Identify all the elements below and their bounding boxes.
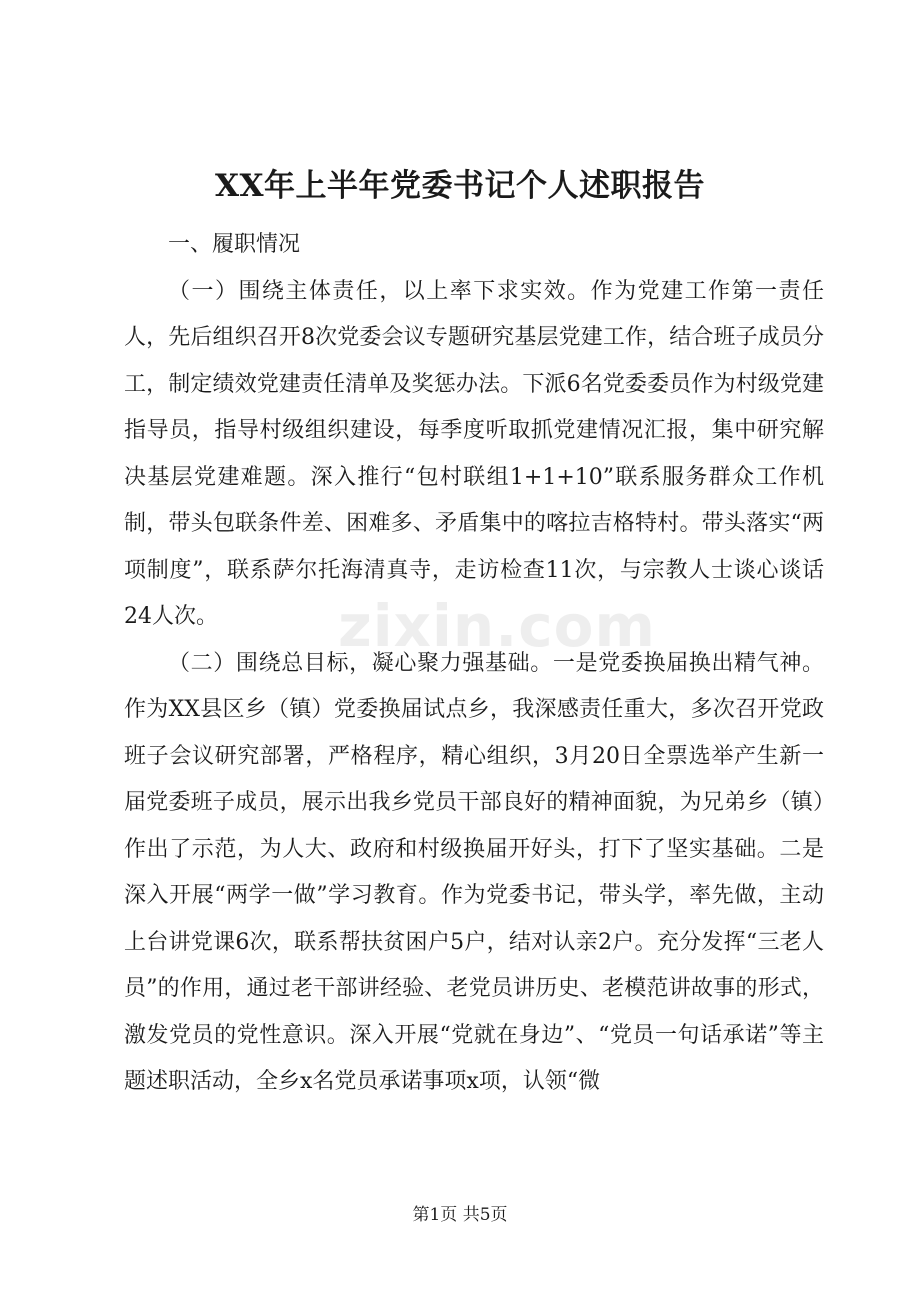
watermark: zixin.com — [338, 592, 656, 660]
paragraph-1: （一）围绕主体责任，以上率下求实效。作为党建工作第一责任人，先后组织召开8次党委会议专题研究基层党建工作，结合班子成员分工，制定绩效党建责任清单及奖惩办法。下派6名党委委员作为村级党建指导员，指导村级组织建设，每季度听取抓党建情况汇报，集中研究解决基层党建难题。深入推行“包村联组1+1+10”联系服务群众工作机制，带头包联条件差、困难多、矛盾集中的喀拉吉格特村。带头落实“两项制度”，联系萨尔托海清真寺，走访检查11次，与宗教人士谈心谈话24人次。 — [124, 278, 824, 629]
paragraph-2: （二）围绕总目标，凝心聚力强基础。一是党委换届换出精气神。作为XX县区乡（镇）党委换届试点乡，我深感责任重大，多次召开党政班子会议研究部署，严格程序，精心组织，3月20日全票选举产生新一届党委班子成员，展示出我乡党员干部良好的精神面貌，为兄弟乡（镇）作出了示范，为人大、政府和村级换届开好头，打下了坚实基础。二是深入开展“两学一做”学习教育。作为党委书记，带头学，率先做，主动上台讲党课6次，联系帮扶贫困户5户，结对认亲2户。充分发挥“三老人员”的作用，通过老干部讲经验、老党员讲历史、老模范讲故事的形式，激发党员的党性意识。深入开展“党就在身边”、“党员一句话承诺”等主题述职活动，全乡x名党员承诺事项x项，认领“微 — [124, 650, 824, 1094]
document-title: XX年上半年党委书记个人述职报告 — [214, 168, 706, 204]
page-footer: 第1页 共5页 — [412, 1205, 508, 1225]
section-heading: 一、履职情况 — [168, 232, 301, 257]
document-body — [124, 222, 824, 1106]
